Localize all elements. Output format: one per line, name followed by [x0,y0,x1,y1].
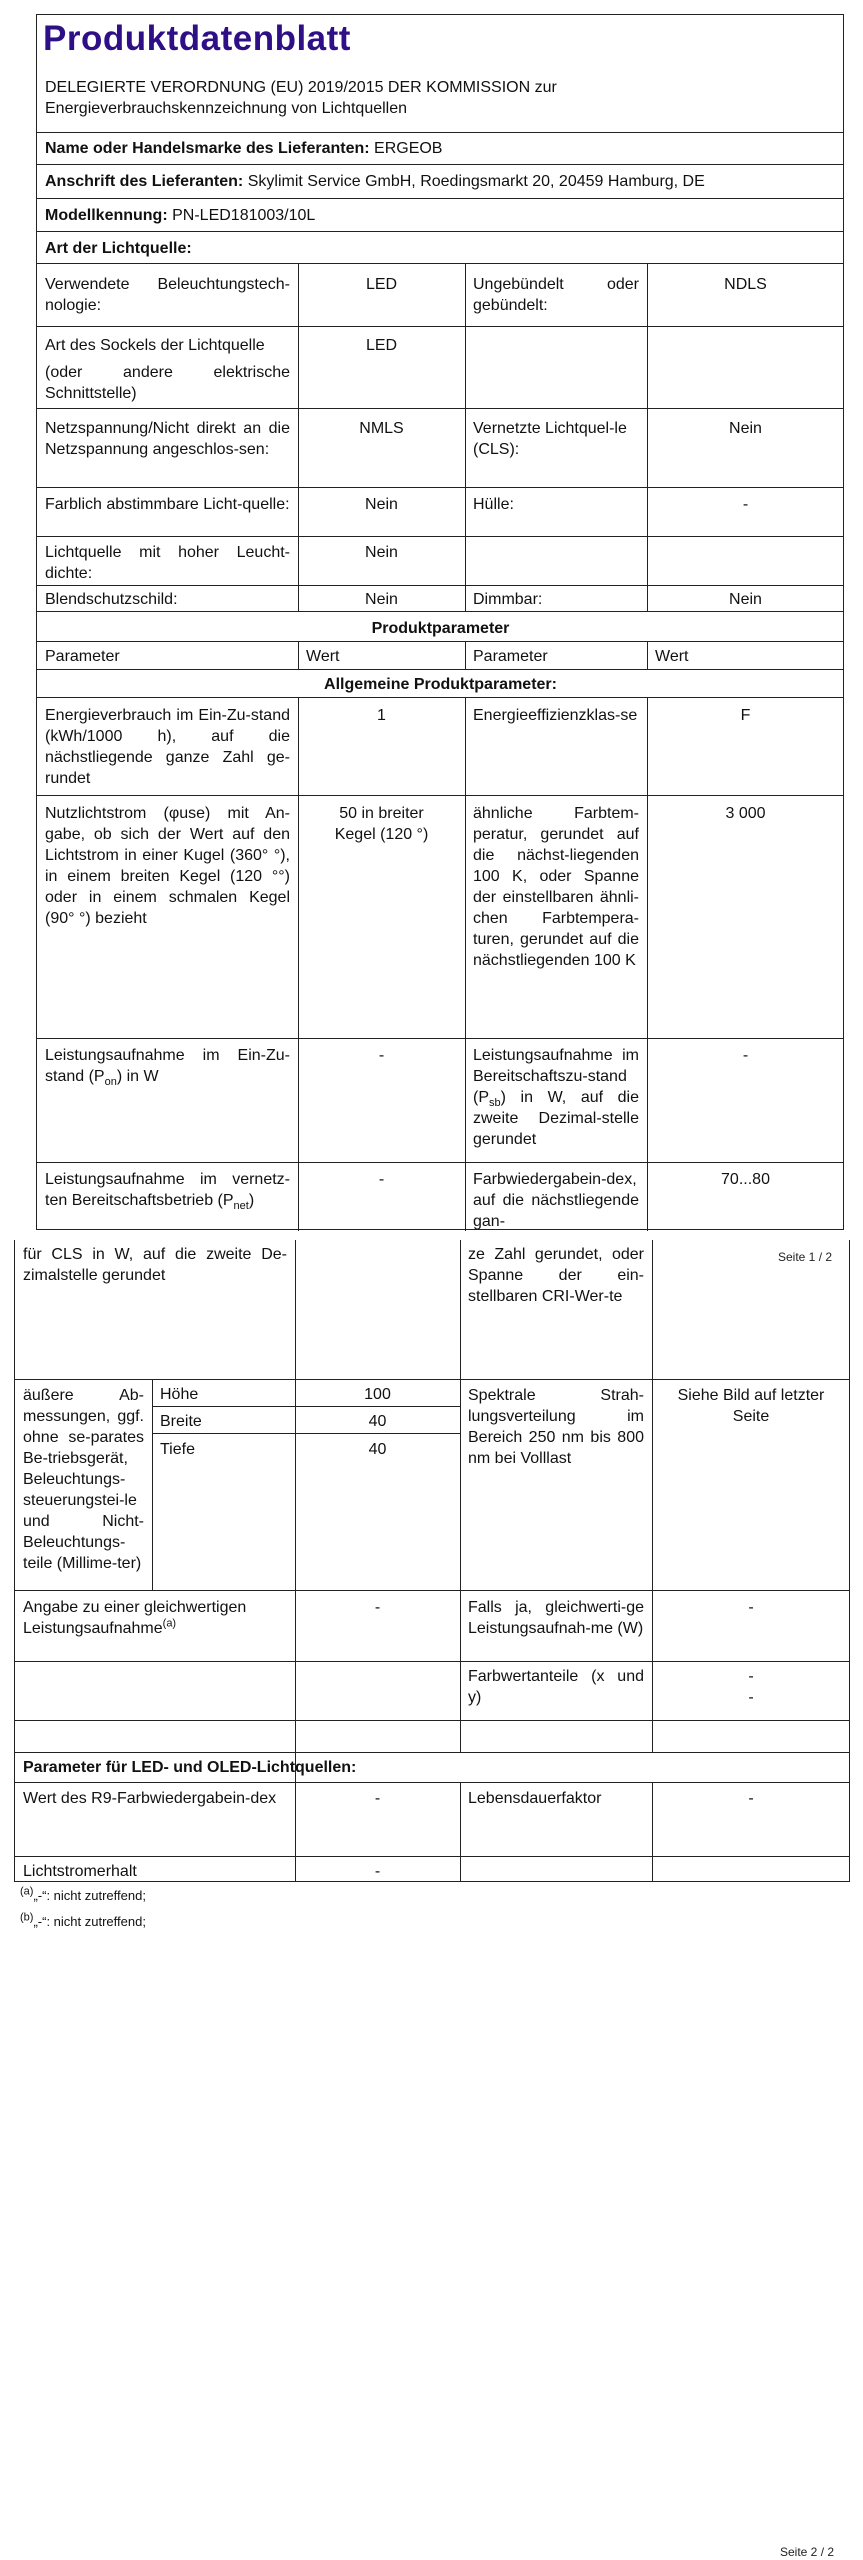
high-luminance-value: Nein [365,544,398,561]
tunable-value: Nein [365,496,398,513]
main-table-page1 [36,263,844,1230]
equivalent-power-w-label: Falls ja, gleichwerti-ge Leistungsaufnah-me (W) [468,1599,644,1637]
row-divider [15,1720,850,1721]
row-divider [15,1661,850,1662]
antiglare-value: Nein [365,591,398,608]
r9-label: Wert des R9-Farbwiedergabein-dex [23,1790,277,1807]
row-divider [15,1590,850,1591]
general-params-heading: Allgemeine Produktparameter: [324,676,557,693]
main-table-page2 [14,1240,850,1882]
page-2 [0,1240,863,2560]
row-divider [37,536,844,537]
product-params-heading: Produktparameter [371,620,510,637]
networked-standby-label: Leistungsaufnahme im vernetz-ten Bereitschaftsbetrieb $(P_{net})$ [45,1171,290,1213]
cct-label: ähnliche Farbtem-peratur, gerundet auf die nächst-liegenden 100 K, oder Spanne der einstellbaren ähnli-chen Farbtempera-turen, gerundet auf die nächstliegenden 100 K [473,805,639,969]
dimmable-value: Nein [729,591,762,608]
height-value: 100 [364,1386,391,1403]
mains-value: NMLS [359,420,404,437]
spectral-distribution-label: Spektrale Strah-lungsverteilung im Bereich 250 nm bis 800 nm bei Volllast [468,1387,644,1467]
on-mode-power-value: - [378,1047,385,1064]
directional-label: Ungebündelt oder gebündelt: [473,276,639,314]
led-params-heading: Parameter für LED- und OLED-Lichtquellen: [23,1759,357,1776]
technology-value: LED [365,276,398,293]
envelope-label: Hülle: [473,496,514,513]
regulation-text: DELEGIERTE VERORDNUNG (EU) 2019/2015 DER KOMMISSION zur Energieverbrauchskennzeichnung von Lichtquellen [45,79,557,117]
depth-value: 40 [368,1441,387,1458]
networked-standby-label-cont: für CLS in W, auf die zweite De-zimalstelle gerundet [23,1246,287,1284]
cri-value: 70...80 [721,1171,770,1188]
mains-label: Netzspannung/Nicht direkt an die Netzspannung angeschlos-sen: [45,420,290,458]
supplier-address-row: Anschrift des Lieferanten: Skylimit Service GmbH, Roedingsmarkt 20, 20459 Hamburg, DE [36,164,844,198]
width-value: 40 [368,1413,387,1430]
supplier-name-value: ERGEOB [374,140,443,157]
antiglare-label: Blendschutzschild: [45,591,178,608]
cls-value: Nein [729,420,762,437]
model-row: Modellkennung: PN-LED181003/10L [36,198,844,231]
light-source-heading-row [36,231,844,263]
row-divider [37,408,844,409]
col-header-value: Wert [306,648,340,665]
standby-power-label: Leistungsaufnahme im Bereitschaftszu-stand $(P_{sb})$ in W, auf die zweite Dezimal-stelle gerundet [473,1047,639,1148]
row-divider [15,1782,850,1783]
row-divider [37,697,844,698]
row-divider [37,641,844,642]
spectral-distribution-value: Siehe Bild auf letzter Seite [677,1387,825,1425]
high-luminance-label: Lichtquelle mit hoher Leucht-dichte: [45,544,290,582]
cap-type-label: Art des Sockels der Lichtquelle (oder andere elektrische Schnittstelle) [45,337,290,402]
header-box [36,14,844,132]
supplier-name-row: Name oder Handelsmarke des Lieferanten: ERGEOB [36,132,844,164]
on-mode-power-label: Leistungsaufnahme im Ein-Zu-stand $(P_{on})$ in W [45,1047,290,1089]
row-divider [37,1162,844,1163]
tunable-label: Farblich abstimmbare Licht-quelle: [45,496,290,513]
directional-value: NDLS [724,276,767,293]
standby-power-value: - [742,1047,749,1064]
energy-consumption-label: Energieverbrauch im Ein-Zu-stand (kWh/1000 h), auf die nächstliegende ganze Zahl ge-rundet [45,707,290,787]
page-number-2: Seite 2 / 2 [780,2545,835,2559]
page-number-1: Seite 1 / 2 [778,1250,833,1264]
depth-label: Tiefe [160,1441,195,1458]
energy-consumption-value: 1 [377,707,386,724]
footnote-a: $^{(a)}$„-“: nicht zutreffend; [20,1885,146,1903]
footnote-b: $^{(b)}$„-“: nicht zutreffend; [20,1911,146,1929]
cri-label-cont: ze Zahl gerundet, oder Spanne der ein-stellbaren CRI-Wer-te [468,1246,644,1305]
height-label: Höhe [160,1386,199,1403]
r9-value: - [374,1790,381,1807]
efficiency-class-value: F [740,707,751,724]
col-divider [647,697,648,1231]
col-divider [298,697,299,1231]
row-divider [15,1856,850,1857]
row-divider [37,795,844,796]
equivalent-power-value: - [374,1599,381,1616]
chromaticity-label: Farbwertanteile (x und y) [468,1668,644,1706]
cri-label: Farbwiedergabein-dex, auf die nächstliegende gan- [473,1171,639,1230]
light-source-heading: Art der Lichtquelle: [45,240,192,257]
page-1 [0,0,863,1264]
cap-type-value: LED [365,337,398,354]
cls-label: Vernetzte Lichtquel-le (CLS): [473,420,627,458]
row-divider [37,326,844,327]
luminous-flux-label: Nutzlichtstrom (φuse) mit An-gabe, ob sich der Wert auf den Lichtstrom in einer Kugel (360° °), in einem breiten Kegel (120 °°) oder in einem schmalen Kegel (90° °) bezieht [45,805,290,927]
page-title: Produktdatenblatt [43,19,351,58]
col-header-value-2: Wert [655,648,689,665]
chromaticity-value: - - [748,1668,754,1706]
lifetime-factor-value: - [748,1790,754,1807]
col-header-param: Parameter [45,648,120,665]
row-divider [37,1038,844,1039]
envelope-value: - [742,496,749,513]
row-divider [37,669,844,670]
equivalent-power-w-value: - [748,1599,754,1616]
lifetime-factor-label: Lebensdauerfaktor [468,1790,602,1807]
width-label: Breite [160,1413,202,1430]
row-divider [15,1752,850,1753]
flux-maintenance-label: Lichtstromerhalt [23,1863,137,1880]
col-header-param-2: Parameter [473,648,548,665]
supplier-address-value: Skylimit Service GmbH, Roedingsmarkt 20, 20459 Hamburg, DE [247,173,705,190]
equivalent-power-label: Angabe zu einer gleichwertigen Leistungsaufnahme$^{(a)}$ [23,1599,247,1637]
dimensions-label: äußere Ab-messungen, ggf. ohne se-parates Be-triebsgerät, Beleuchtungs-steuerungstei-le und Nicht-Beleuchtungs-teile (Millime-ter) [23,1387,144,1572]
row-divider [37,487,844,488]
luminous-flux-value: 50 in breiter Kegel (120 °) [334,805,429,843]
cct-value: 3 000 [725,805,766,822]
model-value: PN-LED181003/10L [172,207,316,224]
networked-standby-value: - [378,1171,385,1188]
efficiency-class-label: Energieeffizienzklas-se [473,707,638,724]
flux-maintenance-value: - [374,1863,381,1880]
dimmable-label: Dimmbar: [473,591,543,608]
row-divider [15,1379,850,1380]
technology-label: Verwendete Beleuchtungstech-nologie: [45,276,290,314]
